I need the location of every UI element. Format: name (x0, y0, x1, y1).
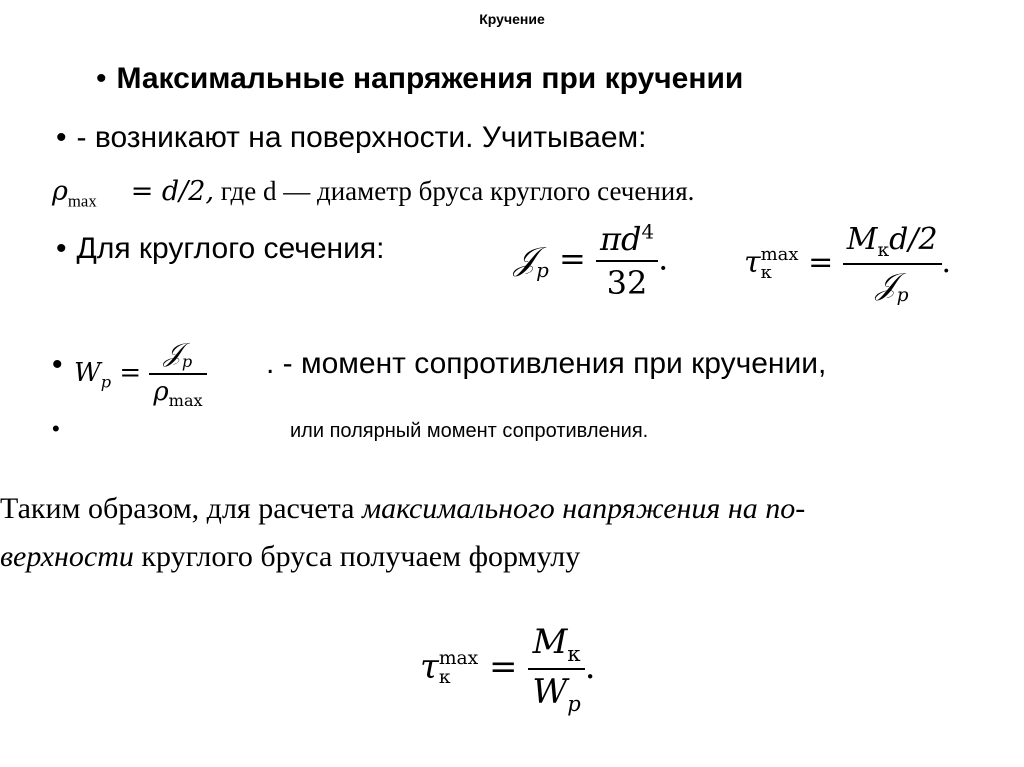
tau2-denominator: W (532, 671, 568, 712)
bullet-polar: • (52, 416, 60, 441)
tau2-numerator: M (532, 622, 568, 662)
jp-end: . (658, 239, 669, 278)
resistance-moment-text: . - момент сопротивления при кручении, (266, 347, 827, 380)
slide-title: Кручение (479, 11, 545, 27)
wp-lhs-sub: p (100, 372, 112, 392)
jp-lhs-sub: p (536, 258, 549, 282)
tau2-numerator-sub: к (567, 640, 581, 666)
tau2-fraction (528, 622, 584, 716)
wp-numerator-sub: p (181, 352, 193, 372)
wp-denominator-sub: max (168, 391, 203, 411)
polar-moment-text: или полярный момент сопротивления. (290, 420, 649, 442)
tau-num-m-sub: к (877, 240, 890, 261)
tau-sup: max (760, 244, 799, 265)
bullet-dot: • (56, 121, 67, 154)
paragraph-line1-italic: максимального напряжения на по- (361, 492, 806, 525)
formula-section-modulus (74, 338, 207, 410)
wp-numerator: 𝒥 (163, 338, 182, 368)
jp-denominator: 32 (596, 260, 658, 302)
wp-eq: = (119, 358, 142, 389)
tau-num-m: M (846, 222, 878, 257)
wp-fraction (149, 338, 206, 410)
tau-sub: к (760, 262, 772, 283)
paragraph-line1-plain: Таким образом, для расчета (0, 492, 362, 525)
tau-num-rest: d/2 (889, 222, 938, 257)
bullet-round-section (56, 232, 384, 266)
tau2-symbol: τ (420, 646, 439, 687)
tau2-sup: max (438, 648, 479, 670)
rho-max-line (52, 176, 694, 211)
jp-fraction (596, 220, 658, 302)
tau-den: 𝒥 (875, 267, 897, 302)
tau2-denominator-sub: p (567, 690, 581, 716)
rho-equation: = d/2, (130, 176, 215, 207)
jp-numerator: πd (599, 220, 642, 258)
round-section-text: Для круглого сечения: (76, 232, 385, 265)
tau-symbol: τ (744, 245, 761, 280)
paragraph-line2-plain: круглого бруса получаем формулу (133, 540, 581, 573)
bullet-dot: • (96, 62, 107, 95)
wp-lhs: W (74, 358, 101, 389)
formula-tau-final (420, 622, 596, 716)
formula-polar-inertia (514, 220, 668, 302)
paragraph-line2-italic: верхности (0, 540, 134, 573)
max-stress-heading: Максимальные напряжения при кручении (116, 62, 744, 95)
paragraph-line-1 (0, 485, 805, 533)
tau2-eq: = (489, 646, 518, 687)
jp-eq: = (558, 239, 586, 278)
formula-tau-polar (744, 222, 951, 306)
bullet-dot: • (56, 232, 67, 265)
paragraph-line-2 (0, 533, 805, 581)
tau-fraction (843, 222, 942, 306)
tau-den-sub: p (896, 285, 909, 306)
bullet-surface (56, 121, 647, 155)
conclusion-paragraph (0, 485, 805, 581)
rho-symbol: ρ (52, 176, 68, 207)
bullet-max-stress (96, 62, 743, 96)
tau-eq: = (808, 245, 834, 280)
tau2-end: . (584, 646, 596, 687)
jp-lhs: 𝒥 (514, 239, 537, 278)
jp-numerator-sup: 4 (641, 220, 655, 244)
tau2-sub: к (438, 666, 451, 688)
wp-denominator: ρ (153, 377, 169, 408)
rho-description: где d — диаметр бруса круглого сечения. (220, 176, 695, 206)
rho-subscript: max (67, 191, 97, 211)
bullet-resistance: • (52, 348, 63, 381)
surface-text: - возникают на поверхности. Учитываем: (76, 121, 647, 154)
tau-end: . (941, 245, 952, 280)
